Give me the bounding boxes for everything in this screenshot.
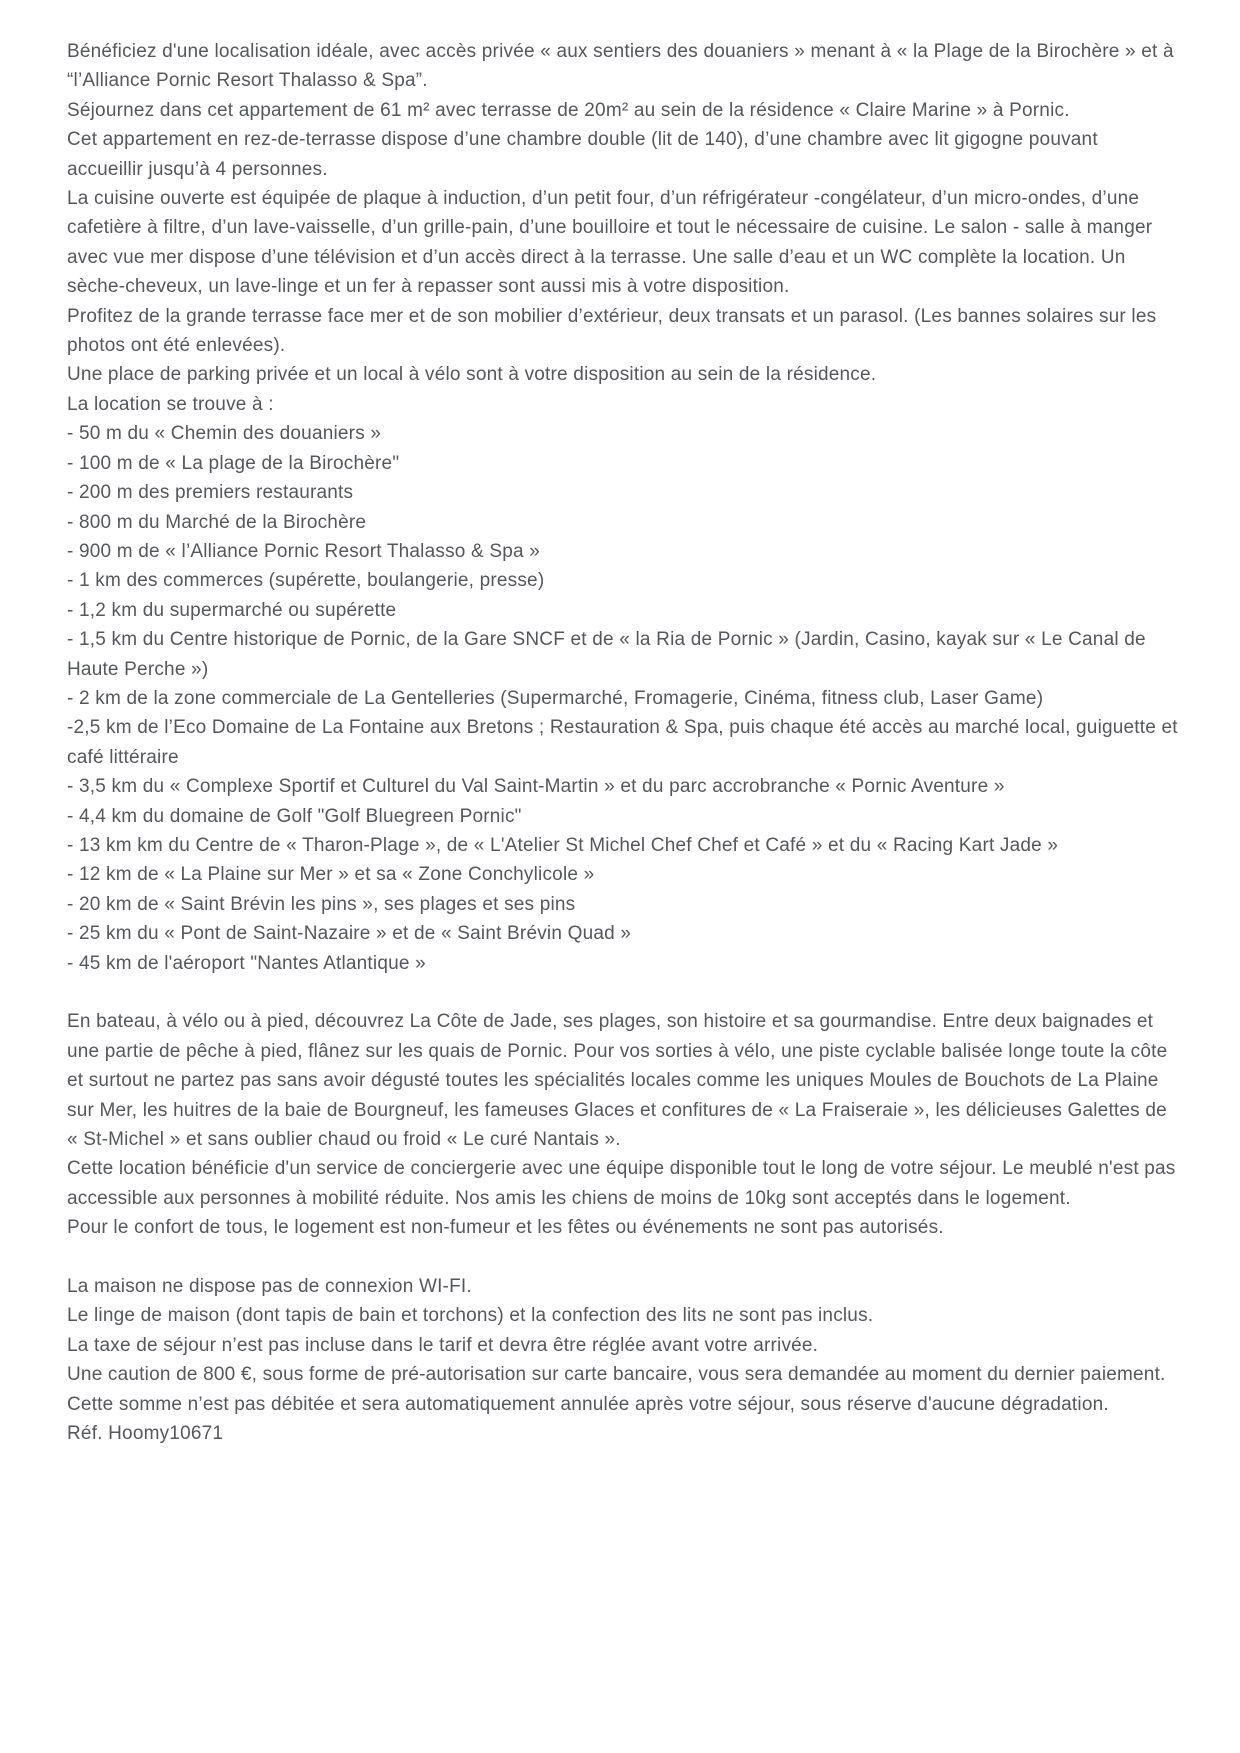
text-line: - 2 km de la zone commerciale de La Gentelleries (Supermarché, Fromagerie, Cinéma, fitness club, Laser Game) <box>67 687 1044 709</box>
text-line: Le linge de maison (dont tapis de bain et torchons) et la confection des lits ne sont pas inclus. <box>67 1305 874 1327</box>
text-line: - 45 km de l'aéroport "Nantes Atlantique » <box>67 952 426 974</box>
text-line: Cette location bénéficie d'un service de conciergerie avec une équipe disponible tout le long de votre séjour. Le meublé n'est pas accessible aux personnes à mobilité réduite. Nos amis les chiens de moins de 10kg sont acceptés dans le logement. <box>67 1158 1181 1209</box>
text-line: Pour le confort de tous, le logement est non-fumeur et les fêtes ou événements ne sont pas autorisés. <box>67 1217 944 1239</box>
text-line: La maison ne dispose pas de connexion WI-FI. <box>67 1276 472 1298</box>
text-line: - 800 m du Marché de la Birochère <box>67 511 367 533</box>
text-line: - 900 m de « l’Alliance Pornic Resort Thalasso & Spa » <box>67 540 541 562</box>
text-line: - 1 km des commerces (supérette, boulangerie, presse) <box>67 570 545 592</box>
text-line: Réf. Hoomy10671 <box>67 1423 224 1445</box>
text-line: - 50 m du « Chemin des douaniers » <box>67 423 382 445</box>
text-line: - 12 km de « La Plaine sur Mer » et sa « Zone Conchylicole » <box>67 864 595 886</box>
text-line: Une place de parking privée et un local à vélo sont à votre disposition au sein de la résidence. <box>67 364 877 386</box>
text-line: La location se trouve à : <box>67 393 274 415</box>
text-line: - 25 km du « Pont de Saint-Nazaire » et de « Saint Brévin Quad » <box>67 923 632 945</box>
blank-line <box>67 1243 1178 1272</box>
text-line: - 13 km km du Centre de « Tharon-Plage », de « L'Atelier St Michel Chef Chef et Café » et du « Racing Kart Jade » <box>67 834 1059 856</box>
text-line: - 1,2 km du supermarché ou supérette <box>67 599 397 621</box>
text-line: Une caution de 800 €, sous forme de pré-autorisation sur carte bancaire, vous sera demandée au moment du dernier paiement. Cette somme n’est pas débitée et sera automatiquement annulée après votre séjour, sous réserve d'aucune dégradation. <box>67 1364 1172 1415</box>
text-line: - 4,4 km du domaine de Golf "Golf Bluegreen Pornic" <box>67 805 522 827</box>
blank-line <box>67 978 1178 1007</box>
text-line: - 3,5 km du « Complexe Sportif et Culturel du Val Saint-Martin » et du parc accrobranche « Pornic Aventure » <box>67 776 1005 798</box>
text-line: -2,5 km de l’Eco Domaine de La Fontaine aux Bretons ; Restauration & Spa, puis chaque été accès au marché local, guiguette et café littéraire <box>67 717 1184 768</box>
text-line: Séjournez dans cet appartement de 61 m² avec terrasse de 20m² au sein de la résidence « Claire Marine » à Pornic. <box>67 99 1070 121</box>
text-line: Profitez de la grande terrasse face mer et de son mobilier d’extérieur, deux transats et un parasol. (Les bannes solaires sur les photos ont été enlevées). <box>67 305 1162 357</box>
text-line: - 100 m de « La plage de la Birochère" <box>67 452 400 474</box>
text-line: - 200 m des premiers restaurants <box>67 482 354 504</box>
text-line: Bénéficiez d'une localisation idéale, avec accès privée « aux sentiers des douaniers » menant à « la Plage de la Birochère » et à “l’Alliance Pornic Resort Thalasso & Spa”. <box>67 41 1180 92</box>
text-line: En bateau, à vélo ou à pied, découvrez La Côte de Jade, ses plages, son histoire et sa gourmandise. Entre deux baignades et une partie de pêche à pied, flânez sur les quais de Pornic. Pour vos sorties à vélo, une piste cyclable balisée longe toute la côte et surtout ne partez pas sans avoir dégusté toutes les spécialités locales comme les uniques Moules de Bouchots de La Plaine sur Mer, les huitres de la baie de Bourgneuf, les fameuses Glaces et confitures de « La Fraiseraie », les délicieuses Galettes de « St-Michel » et sans oublier chaud ou froid « Le curé Nantais ». <box>67 1011 1173 1151</box>
text-line: Cet appartement en rez-de-terrasse dispose d’une chambre double (lit de 140), d’une chambre avec lit gigogne pouvant accueillir jusqu’à 4 personnes. <box>67 129 1104 180</box>
text-line: - 1,5 km du Centre historique de Pornic, de la Gare SNCF et de « la Ria de Pornic » (Jardin, Casino, kayak sur « Le Canal de Haute Perche ») <box>67 629 1152 680</box>
text-line: La taxe de séjour n’est pas incluse dans le tarif et devra être réglée avant votre arrivée. <box>67 1334 819 1356</box>
text-line: - 20 km de « Saint Brévin les pins », ses plages et ses pins <box>67 893 576 915</box>
text-line: La cuisine ouverte est équipée de plaque à induction, d’un petit four, d’un réfrigérateur -congélateur, d’un micro-ondes, d’une cafetière à filtre, d’un lave-vaisselle, d’un grille-pain, d’une bouilloire et tout le nécessaire de cuisine. Le salon - salle à manger avec vue mer dispose d’une télévision et d’un accès direct à la terrasse. Une salle d’eau et un WC complète la location. Un sèche-cheveux, un lave-linge et un fer à repasser sont aussi mis à votre disposition. <box>67 188 1158 298</box>
